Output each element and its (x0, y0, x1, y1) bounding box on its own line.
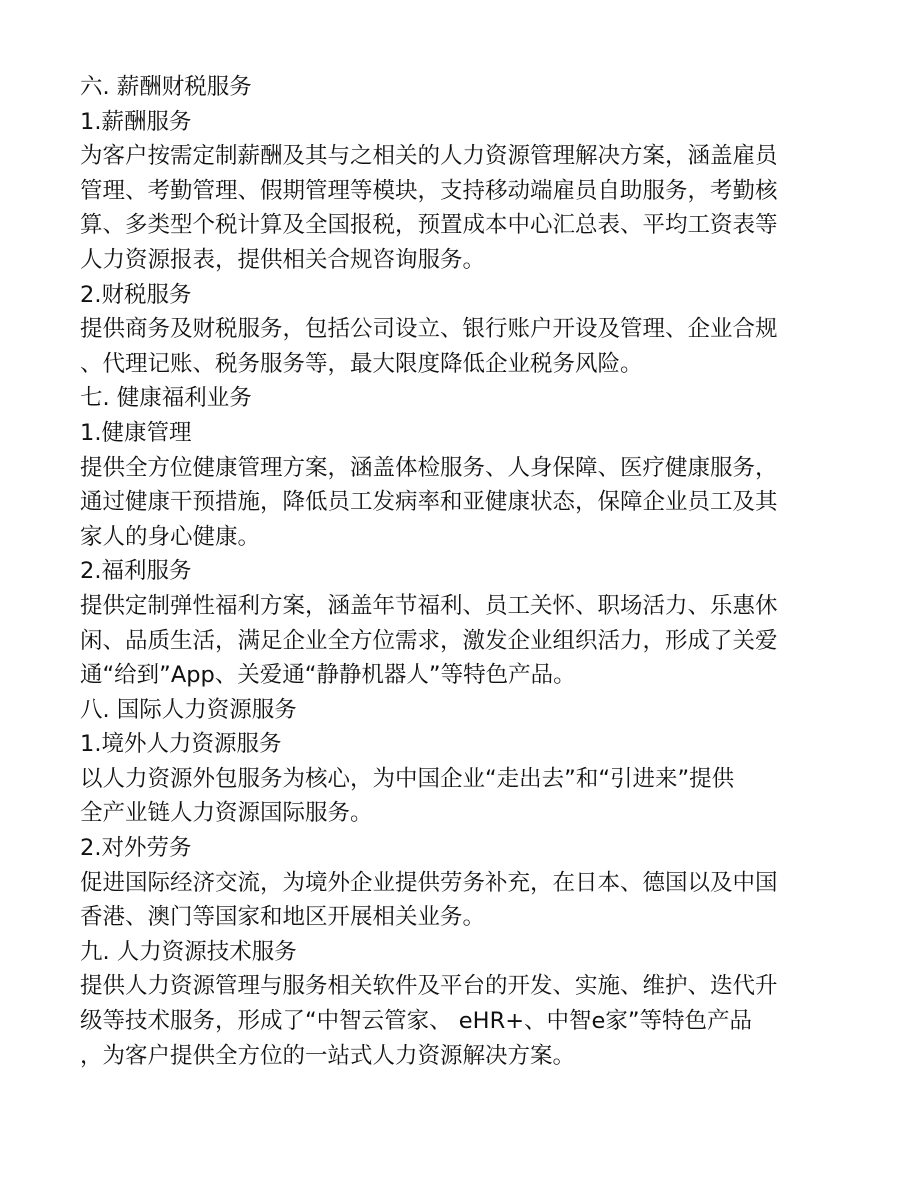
paragraph-line: 为客户按需定制薪酬及其与之相关的人力资源管理解决方案，涵盖雇员 (80, 143, 778, 170)
subsection-title: 2.对外劳务 (80, 835, 192, 862)
paragraph-line: 通过健康干预措施，降低员工发病率和亚健康状态，保障企业员工及其 (80, 489, 778, 516)
paragraph-line: 人力资源报表，提供相关合规咨询服务。 (80, 246, 486, 273)
paragraph-line: 级等技术服务，形成了“中智云管家、 eHR+、中智e家”等特色产品 (80, 1008, 753, 1035)
paragraph-line: 提供人力资源管理与服务相关软件及平台的开发、实施、维护、迭代升 (80, 973, 778, 1000)
section-heading: 七. 健康福利业务 (80, 385, 252, 412)
section-heading: 九. 人力资源技术服务 (80, 938, 297, 965)
subsection-title: 1.健康管理 (80, 419, 192, 446)
paragraph-line: 算、多类型个税计算及全国报税，预置成本中心汇总表、平均工资表等 (80, 212, 778, 239)
subsection-title: 1.薪酬服务 (80, 108, 192, 135)
paragraph-line: 、代理记账、税务服务等，最大限度降低企业税务风险。 (80, 350, 643, 377)
paragraph-line: 全产业链人力资源国际服务。 (80, 800, 373, 827)
paragraph-line: 家人的身心健康。 (80, 523, 261, 550)
paragraph-line: 通“给到”App、关爱通“静静机器人”等特色产品。 (80, 662, 576, 689)
paragraph-line: 香港、澳门等国家和地区开展相关业务。 (80, 904, 486, 931)
document-body (80, 70, 830, 1073)
subsection-title: 2.福利服务 (80, 558, 192, 585)
paragraph-line: ，为客户提供全方位的一站式人力资源解决方案。 (80, 1042, 576, 1069)
paragraph-line: 提供商务及财税服务，包括公司设立、银行账户开设及管理、企业合规 (80, 316, 778, 343)
subsection-title: 1.境外人力资源服务 (80, 731, 282, 758)
paragraph-line: 提供全方位健康管理方案，涵盖体检服务、人身保障、医疗健康服务， (80, 454, 778, 481)
section-heading: 八. 国际人力资源服务 (80, 696, 297, 723)
paragraph-line: 提供定制弹性福利方案，涵盖年节福利、员工关怀、职场活力、乐惠休 (80, 592, 778, 619)
section-heading: 六. 薪酬财税服务 (80, 74, 252, 100)
subsection-title: 2.财税服务 (80, 281, 192, 308)
paragraph-line: 促进国际经济交流，为境外企业提供劳务补充，在日本、德国以及中国 (80, 869, 778, 896)
paragraph-line: 管理、考勤管理、假期管理等模块，支持移动端雇员自助服务，考勤核 (80, 177, 778, 204)
paragraph-line: 以人力资源外包服务为核心，为中国企业“走出去”和“引进来”提供 (80, 765, 735, 792)
paragraph-line: 闲、品质生活，满足企业全方位需求，激发企业组织活力，形成了关爱 (80, 627, 778, 654)
